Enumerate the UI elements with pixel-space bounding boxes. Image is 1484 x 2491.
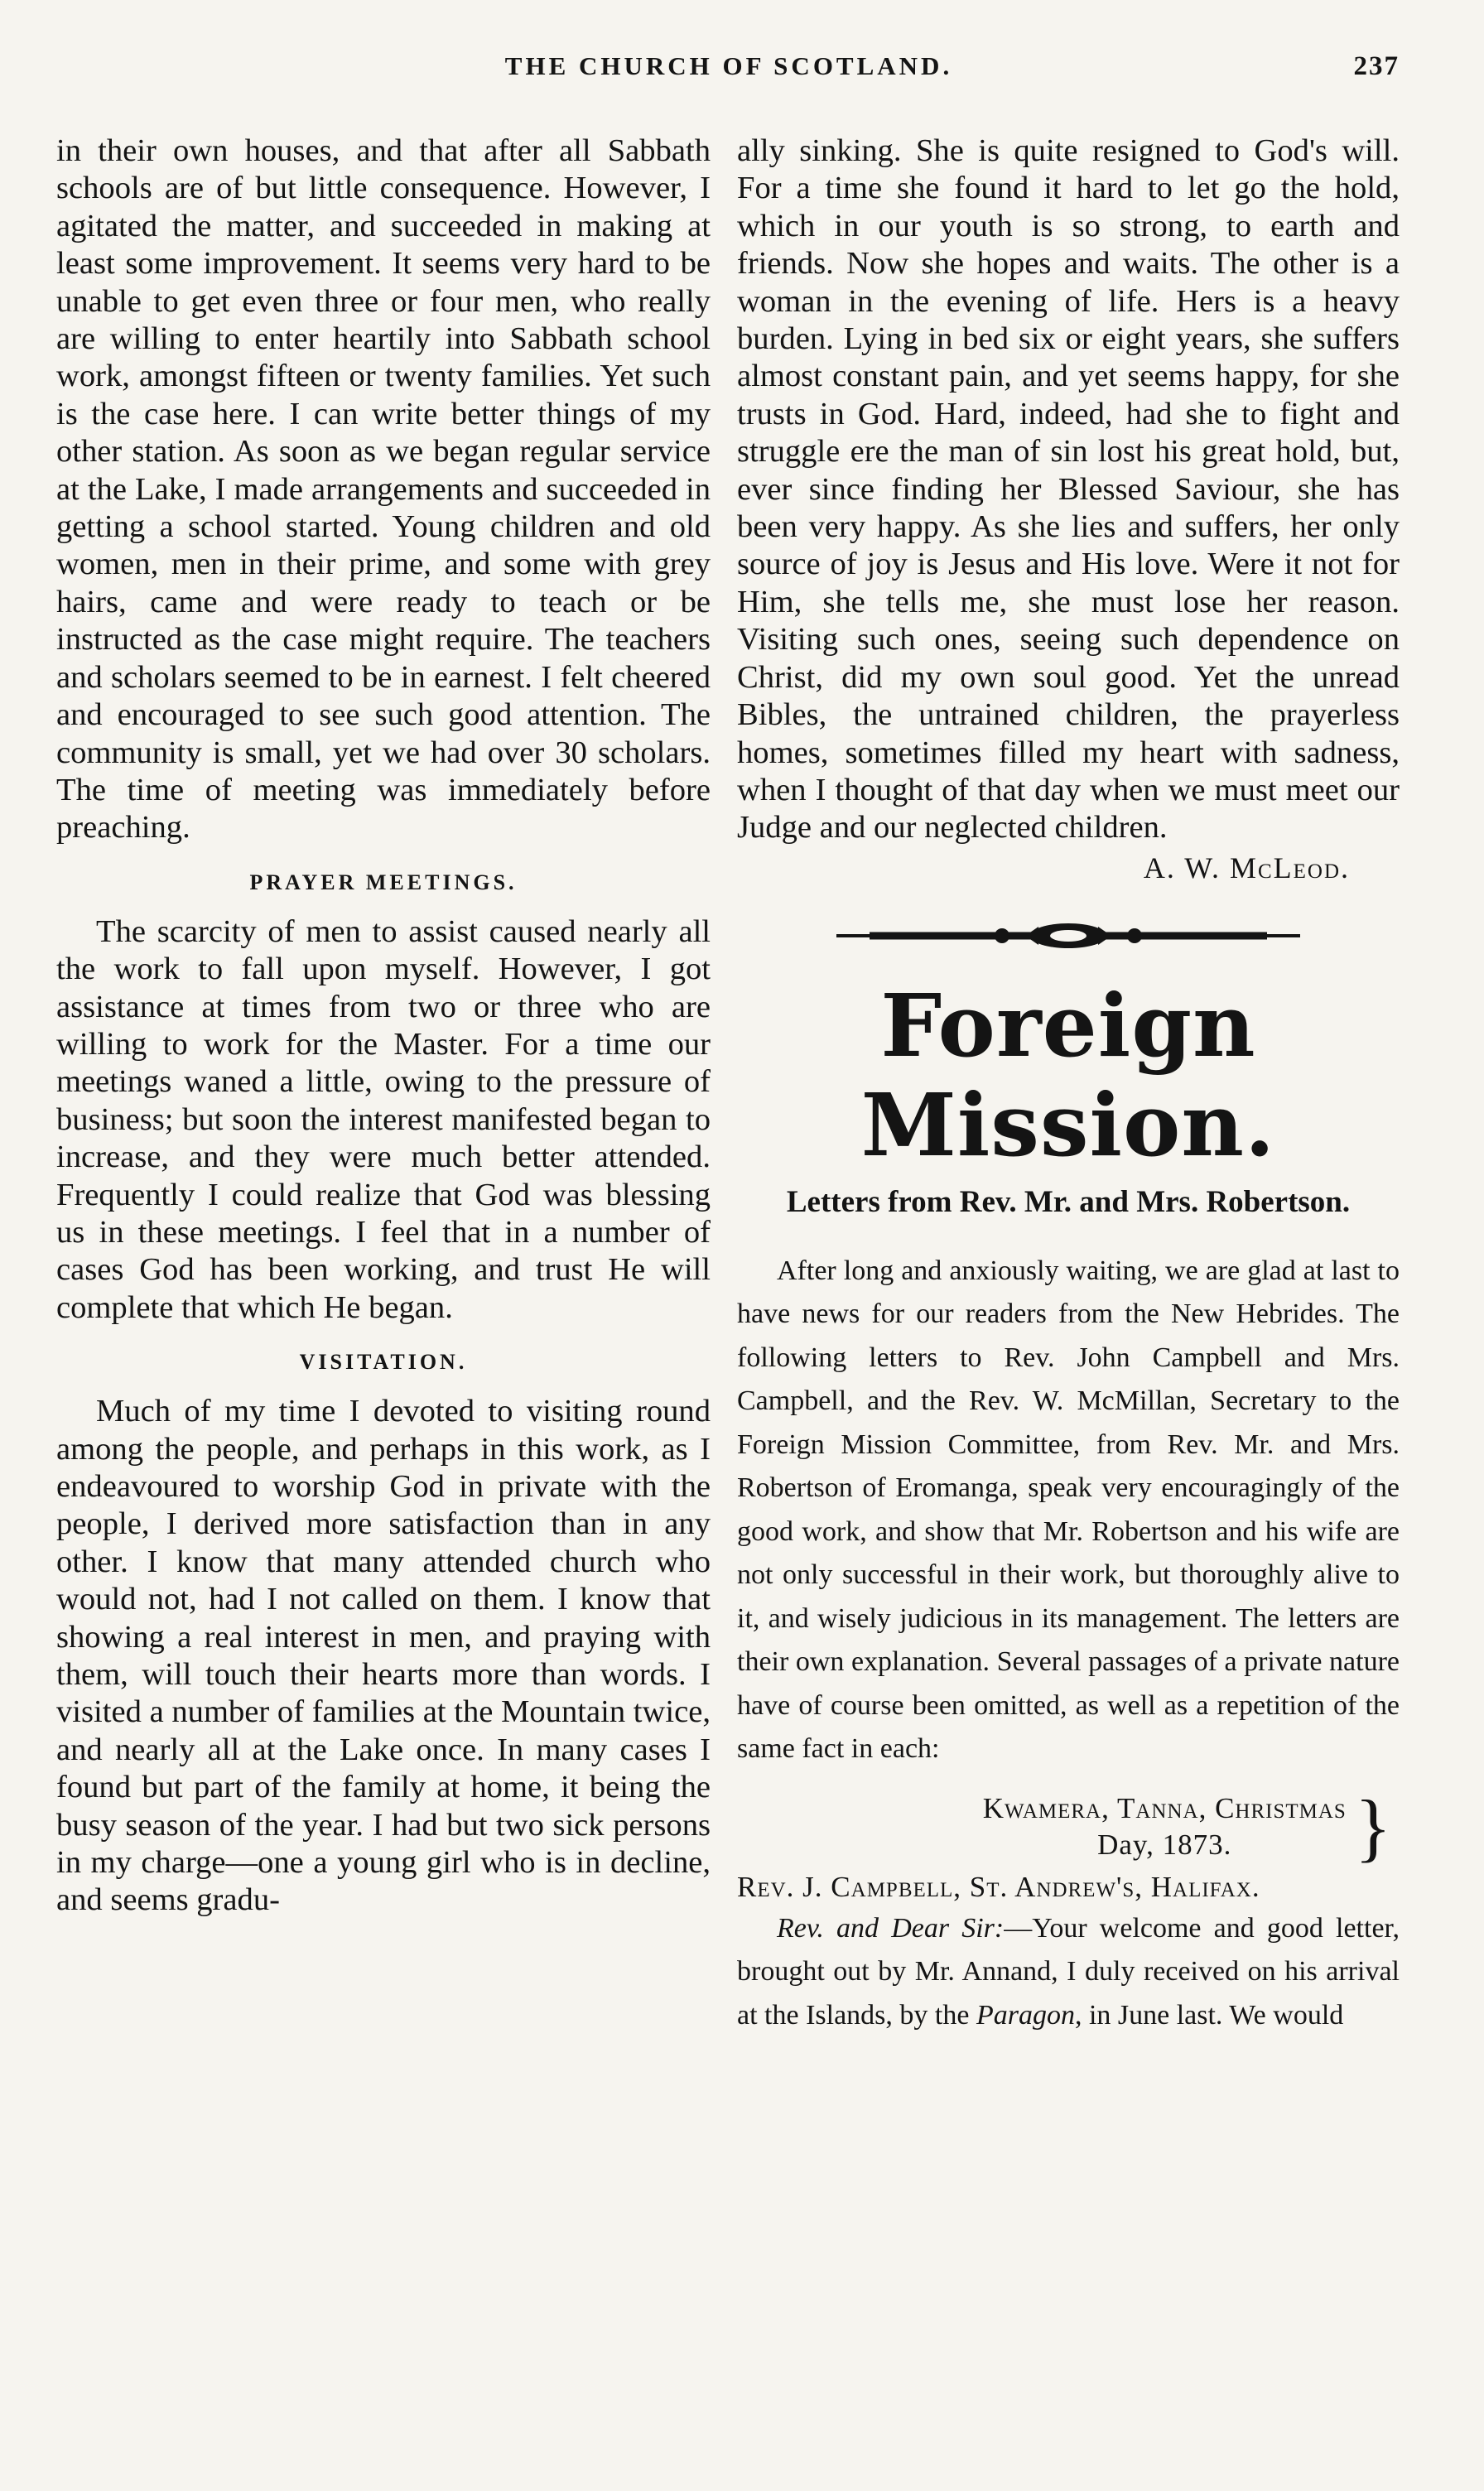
brace-icon: }: [1354, 1784, 1391, 1869]
prayer-meetings-heading: PRAYER MEETINGS.: [249, 870, 518, 894]
dateline-text: [983, 1790, 1347, 1863]
dateline-line-2: Day, 1873.: [1097, 1828, 1232, 1861]
opening-paragraph: in their own houses, and that after all Sabbath schools are of but little consequence. However, I agitated the matter, and succeeded in making at least some improvement. It seems very hard to be unable to get even three or four men, who really are willing to enter heartily into Sabbath school work, amongst fifteen or twenty families. Yet such is the case here. I can write better things of my other station. As soon as we began regular service at the Lake, I made arrangements and succeeded in getting a school started. Young children and old women, men in their prime, and some with grey hairs, came and were ready to teach or be instructed as the case might require. The teachers and scholars seemed to be in earnest. I felt cheered and encouraged to see such good attention. The community is small, yet we had over 30 scholars. The time of meeting was immediately before preaching.: [56, 133, 711, 846]
letter-opening: [737, 1907, 1400, 2038]
letters-heading: Letters from Rev. Mr. and Mrs. Robertson.: [786, 1184, 1351, 1219]
visitation-paragraph: Much of my time I devoted to visiting round among the people, and perhaps in this work, as I endeavoured to worship God in private with the people, I derived more satisfaction than in any other. I know that many attended church who would not, had I not called on them. I know that showing a real interest in men, and praying with them, will touch their hearts more than words. I visited a number of families at the Mountain twice, and nearly all at the Lake once. In many cases I found but part of the family at home, it being the busy season of the year. I had but two sick persons in my charge—one a young girl who is in decline, and seems gradu-: [56, 1394, 711, 1918]
running-head: [58, 51, 1400, 93]
letter-text-1: —Your welcome and good letter, brought out by Mr. Annand, I duly received on his arrival at the Islands, by the: [737, 1912, 1400, 2031]
intro-paragraph: After long and anxiously waiting, we are glad at last to have news for our readers from the New Hebrides. The following letters to Rev. John Campbell and Mrs. Campbell, and the Rev. W. McMillan, Secretary to the Foreign Mission Committee, from Rev. Mr. and Mrs. Robertson of Eromanga, speak very encouragingly of the good work, and show that Mr. Robertson and his wife are not only successful in their work, but thoroughly alive to it, and wisely judicious in its management. The letters are their own explanation. Several passages of a private nature have of course been omitted, as well as a repetition of the same fact in each:: [737, 1255, 1400, 1765]
dateline-line-1: Kwamera, Tanna, Christmas: [982, 1791, 1347, 1824]
foreign-mission-title: Foreign Mission.: [860, 974, 1276, 1176]
ship-name: Paragon: [976, 1999, 1075, 2031]
prayer-meetings-paragraph: The scarcity of men to assist caused nearly all the work to fall upon myself. However, I got assistance at times from two or three who are willing to work for the Master. For a time our meetings waned a little, owing to the pressure of business; but soon the interest manifested began to increase, and they were much better attended. Frequently I could realize that God was blessing us in these meetings. I feel that in a number of cases God has been working, and trust He will complete that which He began.: [56, 913, 711, 1325]
running-head-title: THE CHURCH OF SCOTLAND.: [504, 51, 953, 80]
right-column: [737, 132, 1400, 2037]
visitation-heading: VISITATION.: [299, 1350, 468, 1375]
ornamental-divider: [836, 922, 1300, 950]
addressee: Rev. J. Campbell, St. Andrew's, Halifax.: [737, 1870, 1260, 1903]
salutation: Rev. and Dear Sir:: [777, 1912, 1005, 1944]
dateline: [737, 1784, 1391, 1869]
letter-text-2: , in June last. We would: [1074, 1999, 1344, 2031]
page-number: 237: [1353, 51, 1400, 81]
continuation-paragraph: ally sinking. She is quite resigned to God's will. For a time she found it hard to let go the hold, which in our youth is so strong, to earth and friends. Now she hopes and waits. The other is a woman in the evening of life. Hers is a heavy burden. Lying in bed six or eight years, she suffers almost constant pain, and yet seems happy, for she trusts in God. Hard, indeed, had she to fight and struggle ere the man of sin lost his great hold, but, ever since finding her Blessed Saviour, she has been very happy. As she lies and suffers, her only source of joy is Jesus and His love. Were it not for Him, she tells me, she must lose her reason. Visiting such ones, seeing such dependence on Christ, did my own soul good. Yet the unread Bibles, the untrained children, the prayerless homes, sometimes filled my heart with sadness, when I thought of that day when we must meet our Judge and our neglected children.: [737, 133, 1400, 846]
left-column: [56, 132, 711, 1920]
signature: A. W. McLeod.: [1143, 850, 1350, 884]
